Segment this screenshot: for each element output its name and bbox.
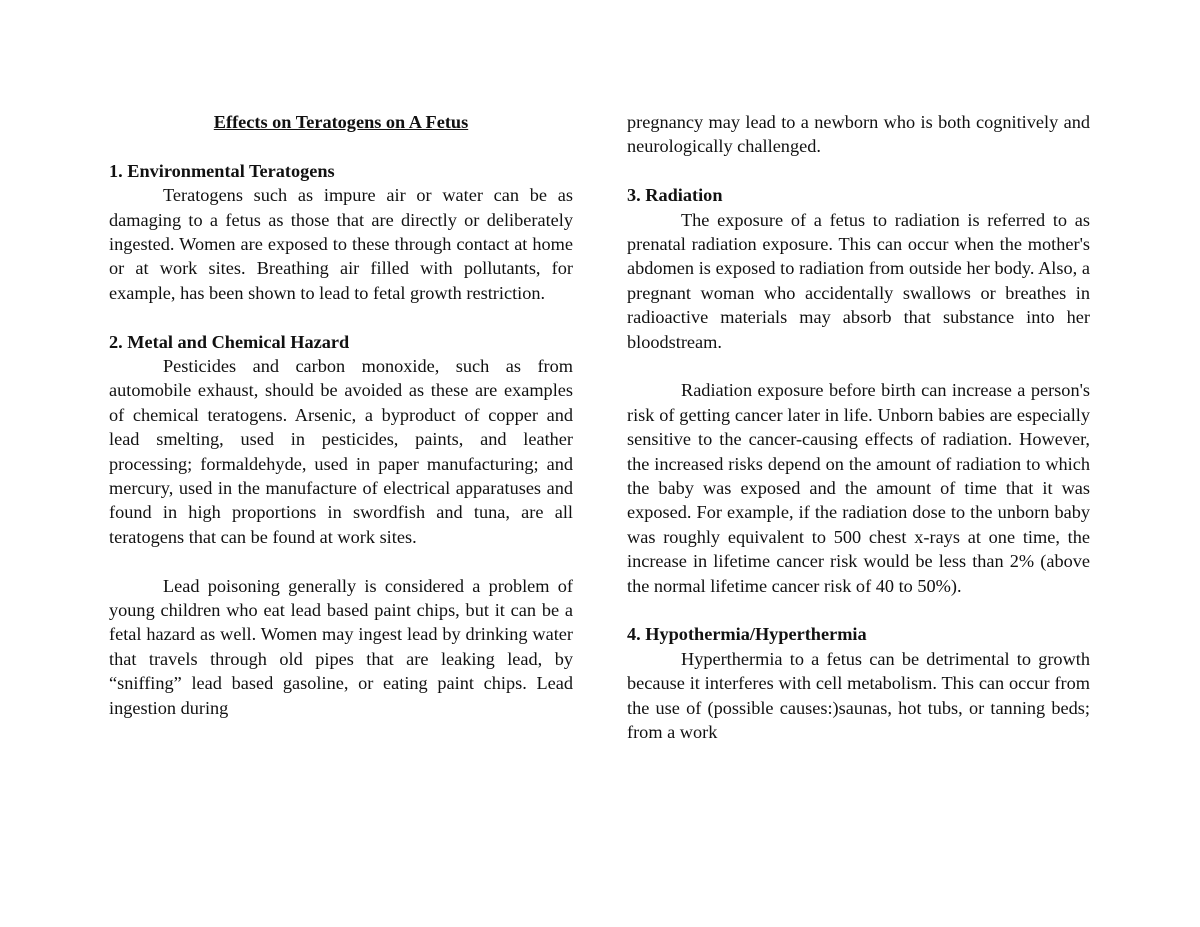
spacer [109,549,573,573]
right-column [627,110,1090,745]
paragraph-radiation-exposure: The exposure of a fetus to radiation is referred to as prenatal radiation exposure. This can occur when the mother's abdomen is exposed to radiation from outside her body. Also, a pregnant woman who accidentally swallows or breathes in radioactive materials may absorb that substance into her bloodstream. [627,209,1090,352]
paragraph-continuation: pregnancy may lead to a newborn who is both cognitively and neurologically challenged. [627,112,1090,157]
paragraph-hyperthermia: Hyperthermia to a fetus can be detrimental to growth because it interferes with cell metabolism. This can occur from the use of (possible causes:)saunas, hot tubs, or tanning beds; from a work [627,648,1090,743]
section-heading-radiation: 3. Radiation [627,185,723,206]
left-column [109,110,573,720]
paragraph-chemical-teratogens: Pesticides and carbon monoxide, such as from automobile exhaust, should be avoided as these are examples of chemical teratogens. Arsenic, a byproduct of copper and lead smelting, used in pesticides, paints, and leather processing; formaldehyde, used in paper manufacturing; and mercury, used in the manufacture of electrical apparatuses and found in high proportions in swordfish and tuna, are all teratogens that can be found at work sites. [109,356,573,547]
spacer [627,159,1090,183]
spacer [109,134,573,158]
section-heading-metal-chemical: 2. Metal and Chemical Hazard [109,331,350,352]
section-heading-hypothermia: 4. Hypothermia/Hyperthermia [627,624,867,645]
section-heading-environmental: 1. Environmental Teratogens [109,160,335,181]
paragraph-radiation-risk: Radiation exposure before birth can increase a person's risk of getting cancer later in life. Unborn babies are especially sensitive to the cancer-causing effects of radiation. However, the increased risks depend on the amount of radiation to which the baby was exposed and the amount of time that it was exposed. For example, if the radiation dose to the unborn baby was roughly equivalent to 500 chest x-rays at one time, the increase in lifetime cancer risk would be less than 2% (above the normal lifetime cancer risk of 40 to 50%). [627,380,1090,596]
spacer [627,598,1090,622]
spacer [109,305,573,329]
spacer [627,354,1090,378]
document-title: Effects on Teratogens on A Fetus [213,112,469,132]
paragraph-lead-poisoning: Lead poisoning generally is considered a problem of young children who eat lead based paint chips, but it can be a fetal hazard as well. Women may ingest lead by drinking water that travels through old pipes that are leaking lead, by “sniffing” lead based gasoline, or eating paint chips. Lead ingestion during [109,575,573,718]
paragraph-environmental: Teratogens such as impure air or water can be as damaging to a fetus as those that are directly or deliberately ingested. Women are exposed to these through contact at home or at work sites. Breathing air filled with pollutants, for example, has been shown to lead to fetal growth restriction. [109,185,573,303]
